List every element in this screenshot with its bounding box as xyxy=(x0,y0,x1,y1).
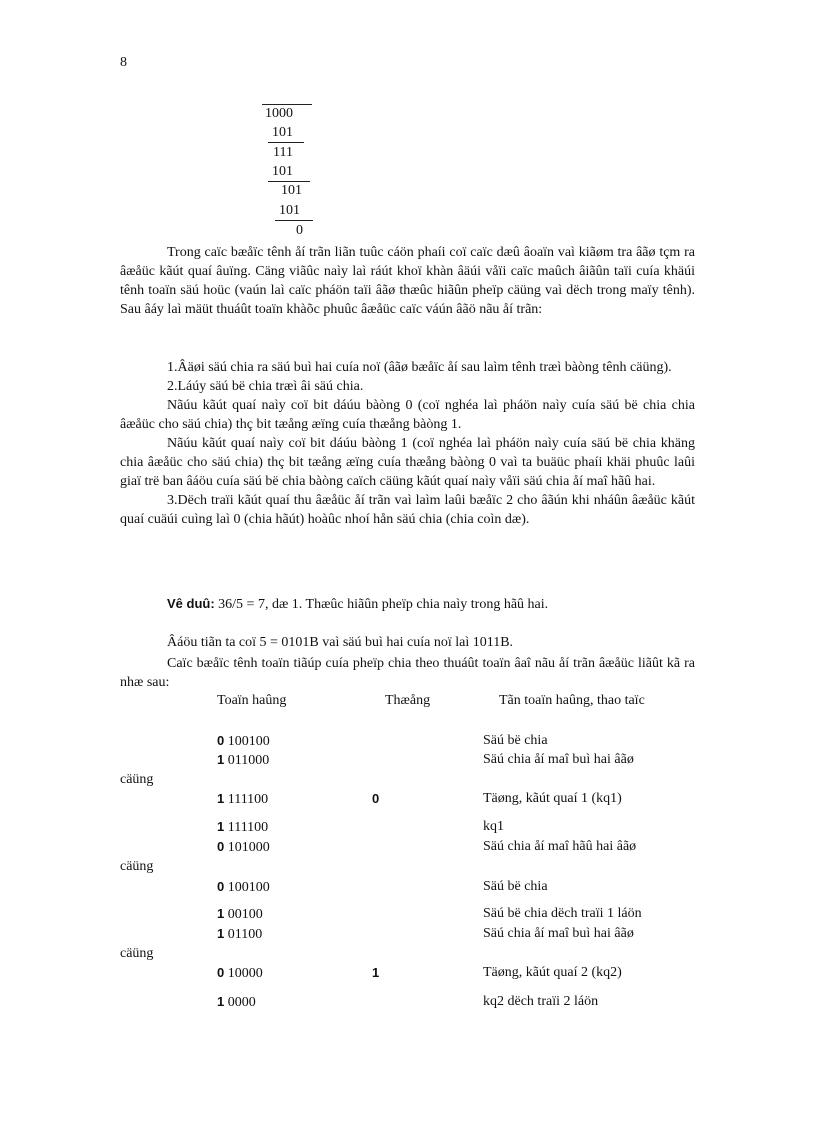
example-label: Vê duû: xyxy=(167,596,215,611)
operand: 0 100100 xyxy=(217,733,270,749)
description: Säú bë chia xyxy=(483,879,548,894)
division-line: 101 xyxy=(272,164,293,179)
header-operand: Toaïn haûng xyxy=(217,693,287,708)
division-rule xyxy=(268,181,310,182)
steps-intro xyxy=(120,654,695,692)
division-line: 101 xyxy=(279,203,300,218)
step-2b: Nãúu kãút quaí naìy coï bit dáúu bàòng 1 (coï nghéa laì pháön naìy cuía säú bë chia khäng chia âæåüc cho säú chia) thç bit tæång æïng cuía thæång bàòng 0 vaì ta buäüc phaíi khäi phuûc laûi giaï trë ban âáöu cuía säú bë chia bàòng caïch cäüng kãút quaí naìy våïi säú chia åí maî hãû hai. xyxy=(120,436,695,489)
description: Säú chia åí maî hãû hai âãø xyxy=(483,839,637,854)
division-rule xyxy=(262,104,312,105)
first-line: Âáöu tiãn ta coï 5 = 0101B vaì säú buì hai cuía noï laì 1011B. xyxy=(167,635,514,650)
operand: 1 111100 xyxy=(217,791,269,807)
description: Säú chia åí maî buì hai âãø xyxy=(483,926,634,941)
division-line: 1000 xyxy=(265,106,293,121)
description: Säú bë chia dëch traïi 1 láön xyxy=(483,906,642,921)
description-wrap: cäüng xyxy=(120,859,154,874)
operand: 0 100100 xyxy=(217,879,270,895)
operand: 1 111100 xyxy=(217,819,269,835)
example-line xyxy=(167,596,548,613)
operand: 1 011000 xyxy=(217,752,270,768)
paragraph-intro xyxy=(120,243,695,319)
description: kq1 xyxy=(483,819,504,834)
step-2a: Nãúu kãút quaí naìy coï bit dáúu bàòng 0 (coï nghéa laì pháön naìy cuía säú bë chia chia âæåüc cho säú chia) thç bit tæång æïng cuía thæång bàòng 1. xyxy=(120,398,695,432)
description: Täøng, kãút quaí 2 (kq2) xyxy=(483,965,622,980)
description: Säú bë chia xyxy=(483,733,548,748)
description: kq2 dëch traïi 2 láön xyxy=(483,994,599,1009)
step-3: 3.Dëch traïi kãút quaí thu âæåüc åí trãn vaì laìm laûi bæåïc 2 cho âãún khi nháûn âæåüc kãút quaí cuäúi cuìng laì 0 (chia hãút) hoàûc nhoí hån säú chia (chia coìn dæ). xyxy=(120,493,695,527)
step-2: 2.Láúy säú bë chia træì âi säú chia. xyxy=(167,379,364,394)
example-text: 36/5 = 7, dæ 1. Thæûc hiãûn pheïp chia naìy trong hãû hai. xyxy=(218,597,549,612)
header-quotient: Thæång xyxy=(385,693,431,708)
description-wrap: cäüng xyxy=(120,946,154,961)
division-rule xyxy=(268,142,304,143)
steps-intro-text: Caïc bæåïc tênh toaïn tiãúp cuía pheïp chia theo thuáût toaïn âaî nãu åí trãn âæåüc liãût kã ra nhæ sau: xyxy=(120,656,695,690)
quotient: 1 xyxy=(372,965,380,980)
page-number: 8 xyxy=(120,55,127,70)
paragraph-text: Trong caïc bæåïc tênh åí trãn liãn tuûc cáön phaíi coï caïc dæû âoaïn vaì kiãøm tra âãø tçm ra âæåüc kãút quaí âuïng. Cäng viãûc naìy laì ráút khoï khàn âäúi våïi caïc maûch âiãûn taïi cuía khäúi tênh toaïn säú hoüc (vaún laì caïc pháön taïi âãø thæûc hiãûn pheïp cäüng vaì dëch trong maïy tênh). Sau âáy laì mäüt thuáût toaïn khàõc phuûc âæåüc caïc váún âãö nãu åí trãn: xyxy=(120,245,695,317)
quotient: 0 xyxy=(372,791,380,806)
division-line: 111 xyxy=(273,145,293,160)
description: Täøng, kãút quaí 1 (kq1) xyxy=(483,791,622,806)
header-description: Tãn toaïn haûng, thao taïc xyxy=(499,693,645,708)
division-line: 101 xyxy=(281,183,302,198)
operand: 0 101000 xyxy=(217,839,270,855)
division-line: 101 xyxy=(272,125,293,140)
operand: 1 0000 xyxy=(217,994,256,1010)
description-wrap: cäüng xyxy=(120,772,154,787)
operand: 1 01100 xyxy=(217,926,263,942)
algorithm-steps xyxy=(120,358,695,529)
division-rule xyxy=(275,220,313,221)
step-1: 1.Âäøi säú chia ra säú buì hai cuía noï (âãø bæåïc åí sau laìm tênh træì bàòng tênh cäüng). xyxy=(167,360,672,375)
description: Säú chia åí maî buì hai âãø xyxy=(483,752,634,767)
operand: 1 00100 xyxy=(217,906,263,922)
operand: 0 10000 xyxy=(217,965,263,981)
division-line: 0 xyxy=(296,223,303,238)
